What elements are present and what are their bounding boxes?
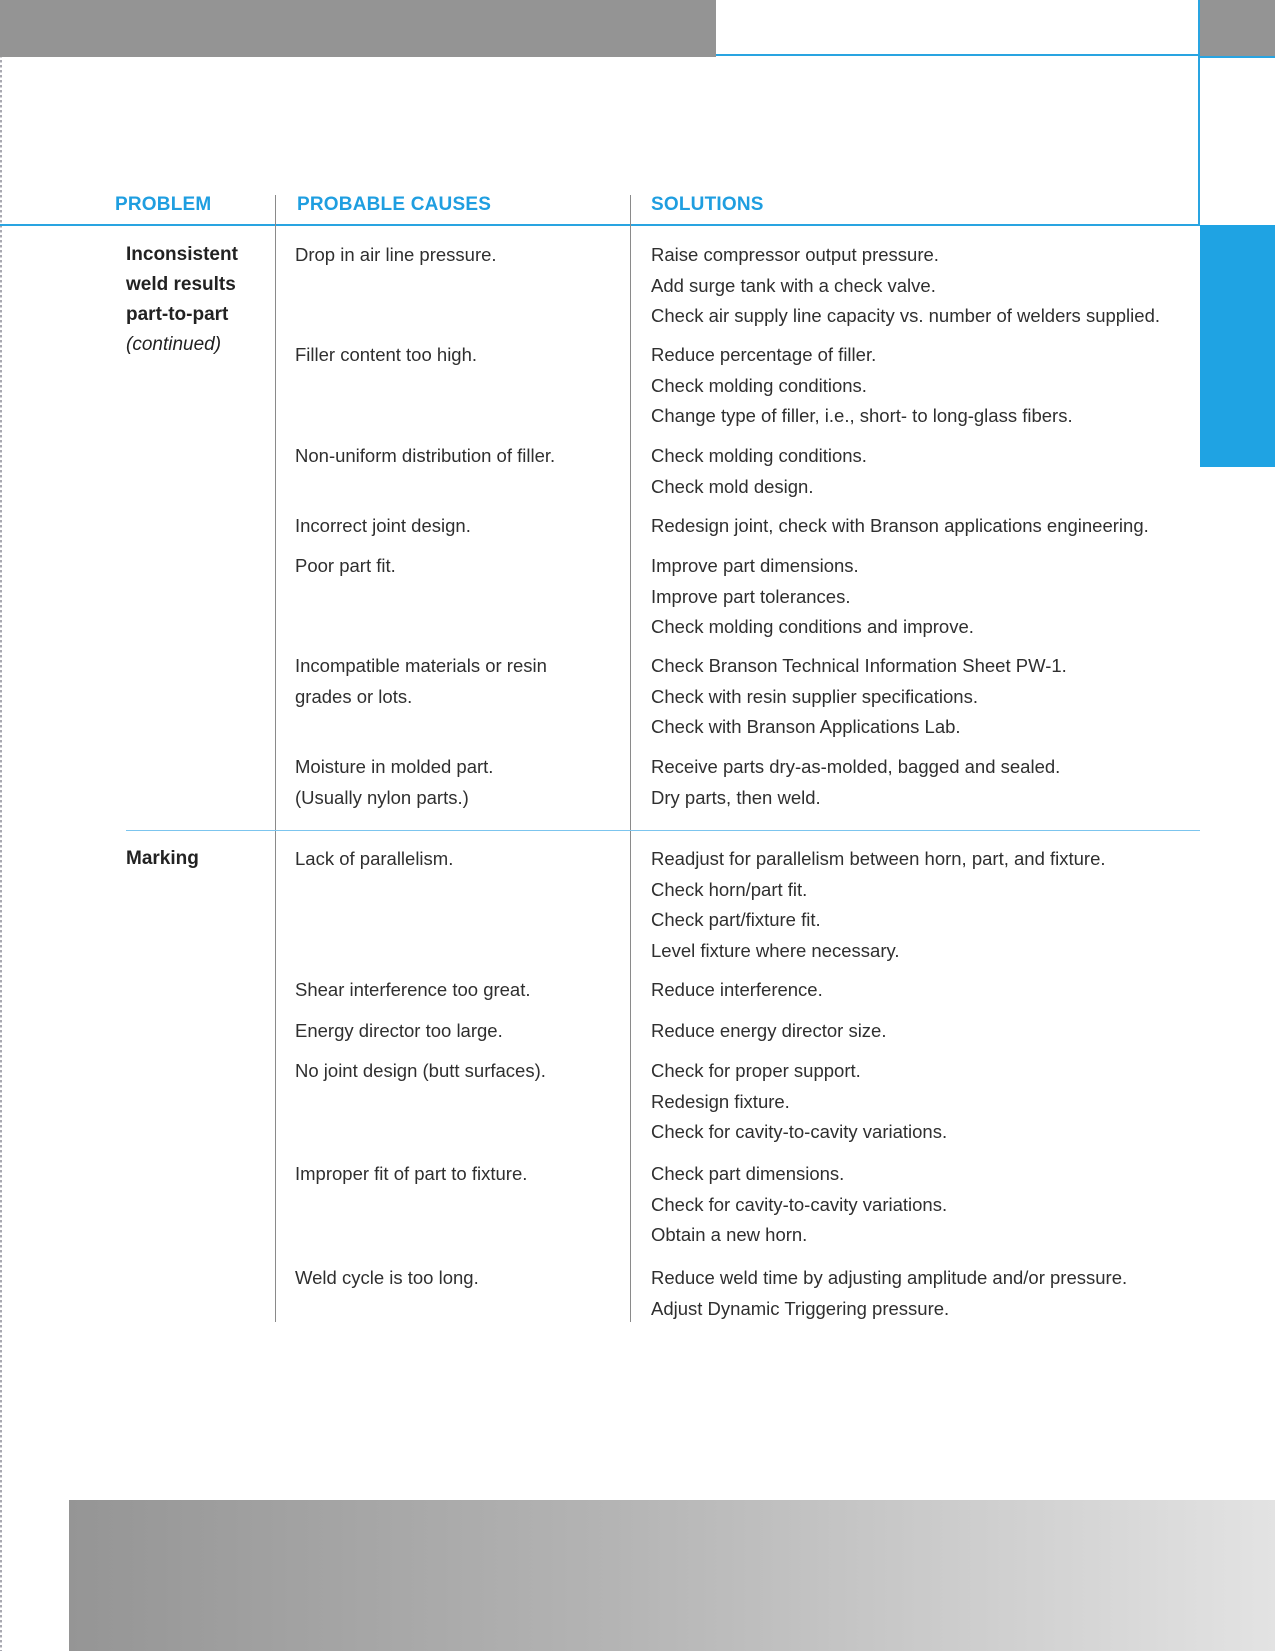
column-divider-1 [275, 195, 276, 1322]
solution-text: Level fixture where necessary. [651, 939, 900, 961]
solution-text: Reduce percentage of filler. [651, 344, 877, 365]
solution-cell [651, 1159, 1191, 1251]
cause-text: Weld cycle is too long. [295, 1267, 479, 1288]
problem-line: part-to-part [126, 304, 229, 325]
cause-cell [295, 240, 625, 271]
cause-text: Filler content too high. [295, 344, 478, 365]
cause-cell [295, 551, 625, 582]
cause-cell [295, 1159, 625, 1190]
solution-cell [651, 340, 1191, 432]
cause-text: No joint design (butt surfaces). [295, 1060, 546, 1081]
cause-cell [295, 752, 625, 813]
cause-text: (Usually nylon parts.) [295, 786, 469, 808]
solution-cell [651, 511, 1191, 542]
problem-line: Marking [126, 848, 199, 869]
solution-text: Check molding conditions. [651, 374, 867, 396]
solution-cell [651, 1056, 1191, 1148]
solution-text: Raise compressor output pressure. [651, 244, 939, 265]
problem-continued-note: (continued) [126, 334, 222, 355]
solution-text: Improve part dimensions. [651, 555, 859, 576]
solution-cell [651, 1016, 1191, 1047]
solution-text: Readjust for parallelism between horn, part, and fixture. [651, 848, 1106, 869]
solution-text: Dry parts, then weld. [651, 786, 821, 808]
cause-cell [295, 651, 625, 712]
solution-text: Check molding conditions. [651, 445, 867, 466]
cause-cell [295, 975, 625, 1006]
header-rule [0, 224, 1200, 226]
solution-text: Receive parts dry-as-molded, bagged and sealed. [651, 756, 1061, 777]
cause-text: grades or lots. [295, 685, 413, 707]
header-band-gray-right [1200, 0, 1275, 57]
solution-cell [651, 975, 1191, 1006]
solution-text: Check for cavity-to-cavity variations. [651, 1193, 948, 1215]
solution-text: Adjust Dynamic Triggering pressure. [651, 1297, 950, 1319]
solution-cell [651, 240, 1191, 332]
footer-gradient-band [69, 1500, 1275, 1651]
solution-text: Obtain a new horn. [651, 1224, 808, 1245]
solution-text: Check part dimensions. [651, 1163, 845, 1184]
cause-text: Moisture in molded part. [295, 756, 494, 777]
cause-cell [295, 511, 625, 542]
solution-text: Add surge tank with a check valve. [651, 274, 936, 296]
solution-text: Reduce weld time by adjusting amplitude and/or pressure. [651, 1267, 1128, 1288]
cause-cell [295, 1263, 625, 1294]
solution-cell [651, 441, 1191, 502]
header-probable-causes: PROBABLE CAUSES [297, 194, 492, 215]
blue-corner-line [1198, 56, 1275, 58]
header-solutions: SOLUTIONS [651, 194, 764, 215]
cause-text: Incompatible materials or resin [295, 655, 547, 676]
header-problem: PROBLEM [115, 194, 212, 215]
section-separator [126, 830, 1200, 831]
section-side-tab [1200, 225, 1275, 467]
solution-cell [651, 551, 1191, 643]
solution-text: Redesign joint, check with Branson applications engineering. [651, 515, 1149, 536]
blue-margin-line [1198, 0, 1200, 224]
problem-marking [126, 844, 199, 874]
solution-text: Improve part tolerances. [651, 585, 851, 607]
problem-line: Inconsistent [126, 244, 238, 265]
cause-cell [295, 1016, 625, 1047]
cause-text: Incorrect joint design. [295, 515, 471, 536]
cause-text: Improper fit of part to fixture. [295, 1163, 528, 1184]
solution-text: Check part/fixture fit. [651, 909, 821, 930]
solution-cell [651, 651, 1191, 743]
header-band-white [716, 0, 1198, 56]
solution-text: Check with resin supplier specifications. [651, 685, 978, 707]
solution-text: Change type of filler, i.e., short- to long-glass fibers. [651, 405, 1073, 426]
cause-cell [295, 844, 625, 875]
solution-cell [651, 752, 1191, 813]
solution-text: Check for proper support. [651, 1060, 861, 1081]
solution-text: Check with Branson Applications Lab. [651, 716, 961, 737]
column-divider-2 [630, 195, 631, 1322]
cause-text: Lack of parallelism. [295, 848, 454, 869]
solution-cell [651, 1263, 1191, 1324]
cause-text: Poor part fit. [295, 555, 396, 576]
cause-cell [295, 1056, 625, 1087]
header-band-gray [0, 0, 716, 57]
solution-text: Reduce energy director size. [651, 1020, 887, 1041]
cause-text: Energy director too large. [295, 1020, 503, 1041]
cause-text: Drop in air line pressure. [295, 244, 497, 265]
solution-text: Check horn/part fit. [651, 878, 808, 900]
solution-cell [651, 844, 1191, 966]
problem-inconsistent-weld [126, 240, 238, 360]
solution-text: Check for cavity-to-cavity variations. [651, 1121, 948, 1142]
cause-text: Non-uniform distribution of filler. [295, 445, 556, 466]
solution-text: Reduce interference. [651, 979, 823, 1000]
cause-cell [295, 441, 625, 472]
solution-text: Check mold design. [651, 475, 814, 497]
page-edge-dashed-line [0, 0, 2, 1651]
solution-text: Check Branson Technical Information Sheet PW-1. [651, 655, 1067, 676]
cause-cell [295, 340, 625, 371]
solution-text: Redesign fixture. [651, 1090, 790, 1112]
solution-text: Check air supply line capacity vs. number of welders supplied. [651, 305, 1160, 326]
solution-text: Check molding conditions and improve. [651, 616, 974, 637]
problem-line: weld results [126, 274, 236, 295]
cause-text: Shear interference too great. [295, 979, 531, 1000]
